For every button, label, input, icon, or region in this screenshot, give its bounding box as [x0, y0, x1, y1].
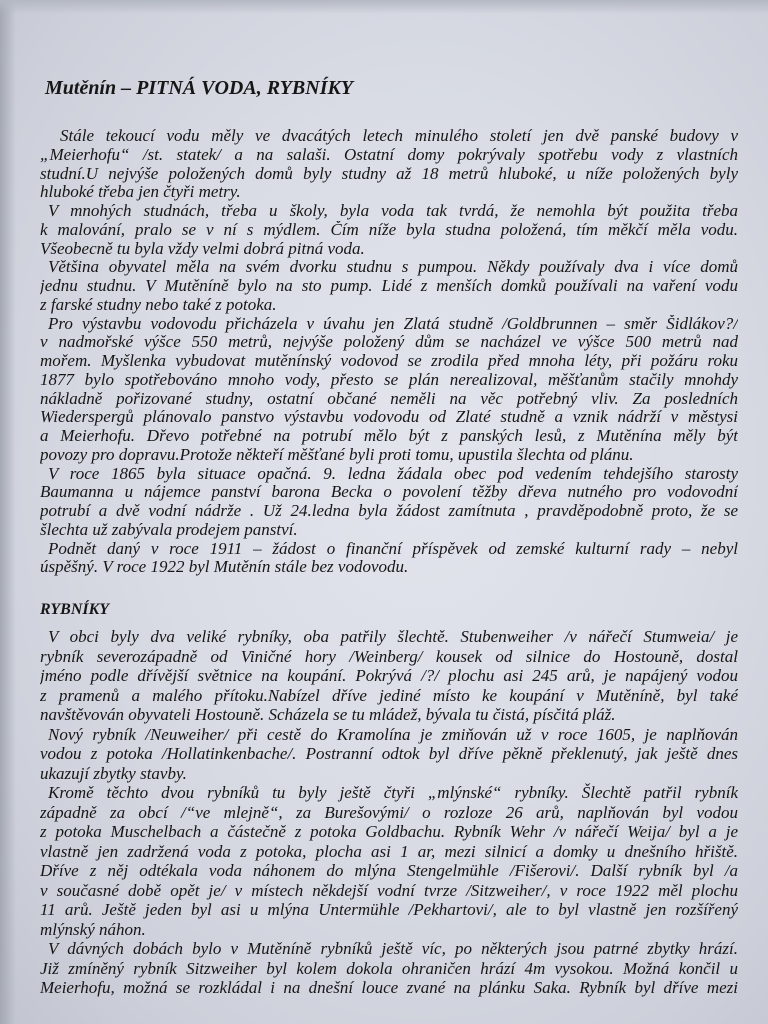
paragraph — [40, 939, 738, 998]
text-line: z farské studny nebo také z potoka. — [40, 295, 277, 314]
text-line: mořem. Myšlenka vybudovat mutěnínský vodovod se zrodila před mnoha léty, při požáru roku — [40, 352, 738, 370]
text-line: šlechta už zabývala prodejem panství. — [40, 520, 298, 539]
text-line: v současné době opět je/ v místech někdejší vodní tvrze /Sitzweiher/, v roce 1922 měl plochu — [40, 880, 738, 900]
text-line: Kromě těchto dvou rybníků tu byly ještě čtyři „mlýnské“ rybníky. Šlechtě patřil rybník — [48, 783, 738, 802]
text-line: jméno podle dřívější světnice na koupání. Pokrývá /?/ plochu asi 245 arů, je napájený vodou — [40, 666, 738, 685]
text-line: Většina obyvatel měla na svém dvorku studnu s pumpou. Někdy používaly dva i více domů — [48, 258, 738, 277]
text-line: západně za obcí /“ve mlejně“, za Burešovými/ o rozloze 26 arů, naplňován byl vodou — [40, 802, 738, 822]
text-line: povozy pro dopravu.Protože někteří měšťané byli proti tomu, upustila šlechta od plánu. — [40, 445, 634, 464]
text-line: vlastně jen zadržená voda z potoka, plocha asi 1 ar, mezi silnicí a domky u dnešního hřiště. — [40, 841, 738, 861]
paragraph — [40, 202, 738, 258]
text-line: Již zmíněný rybník Sitzweiher byl kolem dokola ohraničen hrází 4m vysokou. Možná končil u — [40, 958, 738, 978]
text-line: mlýnský náhon. — [40, 919, 146, 939]
paragraph — [40, 540, 738, 578]
text-line: a Meierhofu. Dřevo potřebné na potrubí mělo být z panských lesů, z Mutěnína měly být — [40, 427, 738, 445]
text-line: Všeobecně tu byla vždy velmi dobrá pitná voda. — [40, 239, 365, 258]
section-rybniky — [40, 627, 738, 998]
text-line: hluboké třeba jen čtyři metry. — [40, 183, 241, 202]
text-line: 11 arů. Ještě jeden byl asi u mlýna Untermühle /Pekhartovi/, ale to byl vlastně jen rozšířený — [40, 900, 738, 919]
text-line: vodou z potoka /Hollatinkenbache/. Postranní odtok byl dříve pěkně překlenutý, jak ještě dnes — [40, 744, 738, 763]
text-line: Meierhofu, možná se rozkládal i na dnešní louce zvané na plánku Saka. Rybník byl dříve mezi — [40, 978, 738, 997]
text-line: Dříve z něj odtékala voda náhonem do mlýna Stengelmühle /Fišerovi/. Další rybník byl /a — [40, 861, 738, 880]
paragraph — [40, 258, 738, 314]
text-line: Baumanna u nájemce panství barona Becka o povolení těžby dřeva nutného pro vodovodní — [40, 483, 738, 502]
paragraph — [40, 465, 738, 540]
text-line: studní.U nejvýše položených domů byly studny až 18 metrů hluboké, u níže položených byly — [40, 164, 738, 183]
text-line: V obci byly dva veliké rybníky, oba patřily šlechtě. Stubenweiher /v nářečí Stumweia/ je — [48, 627, 738, 646]
document-title: Mutěnín – PITNÁ VODA, RYBNÍKY — [45, 77, 354, 99]
paragraph — [40, 627, 738, 725]
paragraph — [40, 315, 738, 465]
text-line: jednu studnu. V Mutěníně bylo na sto pump. Lidé z menších domků používali na vaření vodu — [40, 277, 738, 295]
text-line: V mnohých studnách, třeba u školy, byla voda tak tvrdá, že nemohla být použita třeba — [48, 202, 738, 220]
text-line: ukazují zbytky stavby. — [40, 763, 187, 783]
text-line: Wiederspergů plánovalo panstvo výstavbu vodovodu od Zlaté studně a vznik nádrží v městysi — [40, 408, 738, 427]
text-line: potrubí a dvě vodní nádrže . Už 24.ledna byla žádost zamítnuta , pravděpodobně proto, že se — [40, 502, 738, 520]
text-line: úspěšný. V roce 1922 byl Mutěnín stále bez vodovodu. — [40, 558, 409, 577]
section-pitna-voda — [40, 127, 738, 577]
text-line: nákladně pořizované studny, ostatní občané neměli na věc potřebný vliv. Za posledních — [40, 389, 738, 408]
text-line: Pro výstavbu vodovodu přicházela v úvahu jen Zlatá studně /Goldbrunnen – směr Šidlákov?/ — [48, 314, 738, 333]
text-line: z potoka Muschelbach a částečně z potoka Goldbachu. Rybník Wehr /v nářečí Weija/ byl a je — [40, 822, 738, 841]
paragraph — [40, 725, 738, 784]
text-line: rybník severozápadně od Viničné hory /Weinberg/ kousek od silnice do Hostouně, dostal — [40, 646, 738, 666]
text-line: V dávných dobách bylo v Mutěníně rybníků ještě víc, po některých jsou patrné zbytky hrází. — [48, 939, 738, 958]
text-line: „Meierhofu“ /st. statek/ a na salaši. Ostatní domy pokrývaly spotřebu vody z vlastních — [40, 145, 738, 164]
text-line: z pramenů a malého přítoku.Nabízel dříve jediné místo ke koupání v Mutěníně, byl také — [40, 685, 738, 705]
paragraph — [40, 127, 738, 202]
text-line: Podnět daný v roce 1911 – žádost o finanční příspěvek od zemské kulturní rady – nebyl — [48, 539, 738, 558]
section-heading-rybniky: RYBNÍKY — [40, 601, 110, 618]
text-line: V roce 1865 byla situace opačná. 9. ledna žádala obec pod vedením tehdejšího starosty — [48, 464, 738, 483]
text-line: Stále tekoucí vodu měly ve dvacátých letech minulého století jen dvě panské budovy v — [60, 127, 738, 145]
text-line: 1877 bylo spotřebováno mnoho vody, přesto se plán nerealizoval, měšťanům stačily mnohdy — [40, 370, 738, 389]
paragraph — [40, 783, 738, 939]
text-line: Nový rybník /Neuweiher/ při cestě do Kramolína je zmiňován už v roce 1605, je naplňován — [48, 724, 738, 744]
text-line: v nadmořské výšce 550 metrů, nejvýše položený dům se nacházel ve výšce 500 metrů nad — [40, 333, 738, 352]
text-line: k malování, pralo se v ní s mýdlem. Čím níže byla studna položená, tím měkčí měla vodu. — [40, 220, 738, 239]
text-line: navštěvován obyvateli Hostouně. Scházela se tu mládež, bývala tu čistá, písčitá pláž. — [40, 705, 616, 724]
